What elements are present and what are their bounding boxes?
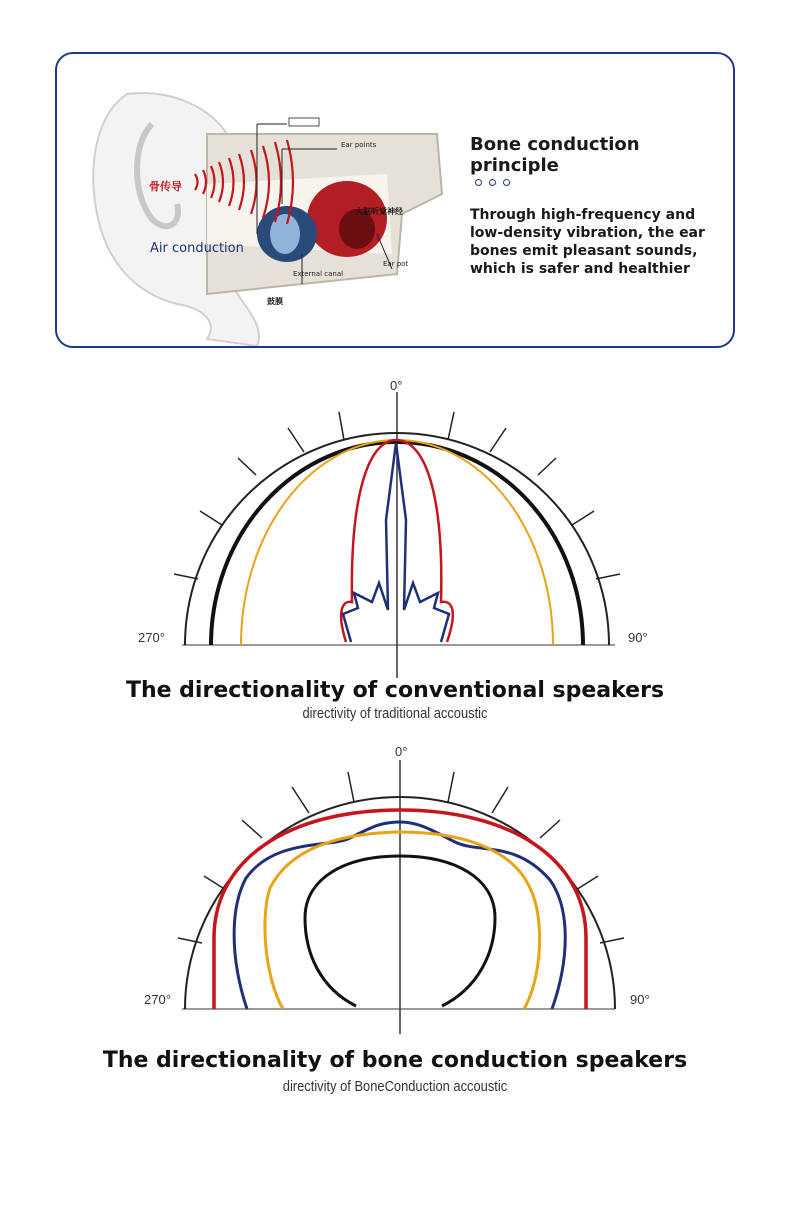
label-270: 270° bbox=[144, 992, 171, 1007]
label-0: 0° bbox=[395, 744, 408, 759]
principle-card bbox=[55, 52, 735, 348]
bone-label: 骨传导 bbox=[149, 180, 182, 193]
bone-polar-diagram bbox=[0, 738, 790, 1048]
eardrum-label: 鼓膜 bbox=[267, 297, 283, 306]
air-label: Air conduction bbox=[150, 241, 244, 256]
label-90: 90° bbox=[628, 630, 648, 645]
nerve-label: 大脑听觉神经 bbox=[355, 207, 403, 216]
bone-caption: The directionality of bone conduction speakers bbox=[102, 1048, 688, 1073]
ear-pot-label: Ear pot bbox=[383, 260, 409, 268]
ear-points-label: Ear points bbox=[341, 141, 377, 149]
ear-illustration bbox=[57, 54, 457, 348]
principle-description: Through high-frequency and low-density vibration, the ear bones emit pleasant sounds, which is safer and healthier bbox=[470, 207, 705, 277]
bone-subcaption: directivity of BoneConduction accoustic bbox=[282, 1078, 508, 1095]
label-90: 90° bbox=[630, 992, 650, 1007]
conventional-caption: The directionality of conventional speakers bbox=[125, 678, 665, 703]
conventional-subcaption: directivity of traditional accoustic bbox=[302, 705, 488, 722]
conventional-polar-diagram bbox=[0, 370, 790, 680]
label-270: 270° bbox=[138, 630, 165, 645]
label-0: 0° bbox=[390, 378, 403, 393]
title-dots bbox=[475, 179, 510, 186]
principle-title: Bone conduction principle bbox=[470, 134, 640, 176]
label-box-top bbox=[289, 118, 319, 126]
series-blue bbox=[343, 443, 449, 642]
external-canal-label: External canal bbox=[293, 270, 344, 278]
